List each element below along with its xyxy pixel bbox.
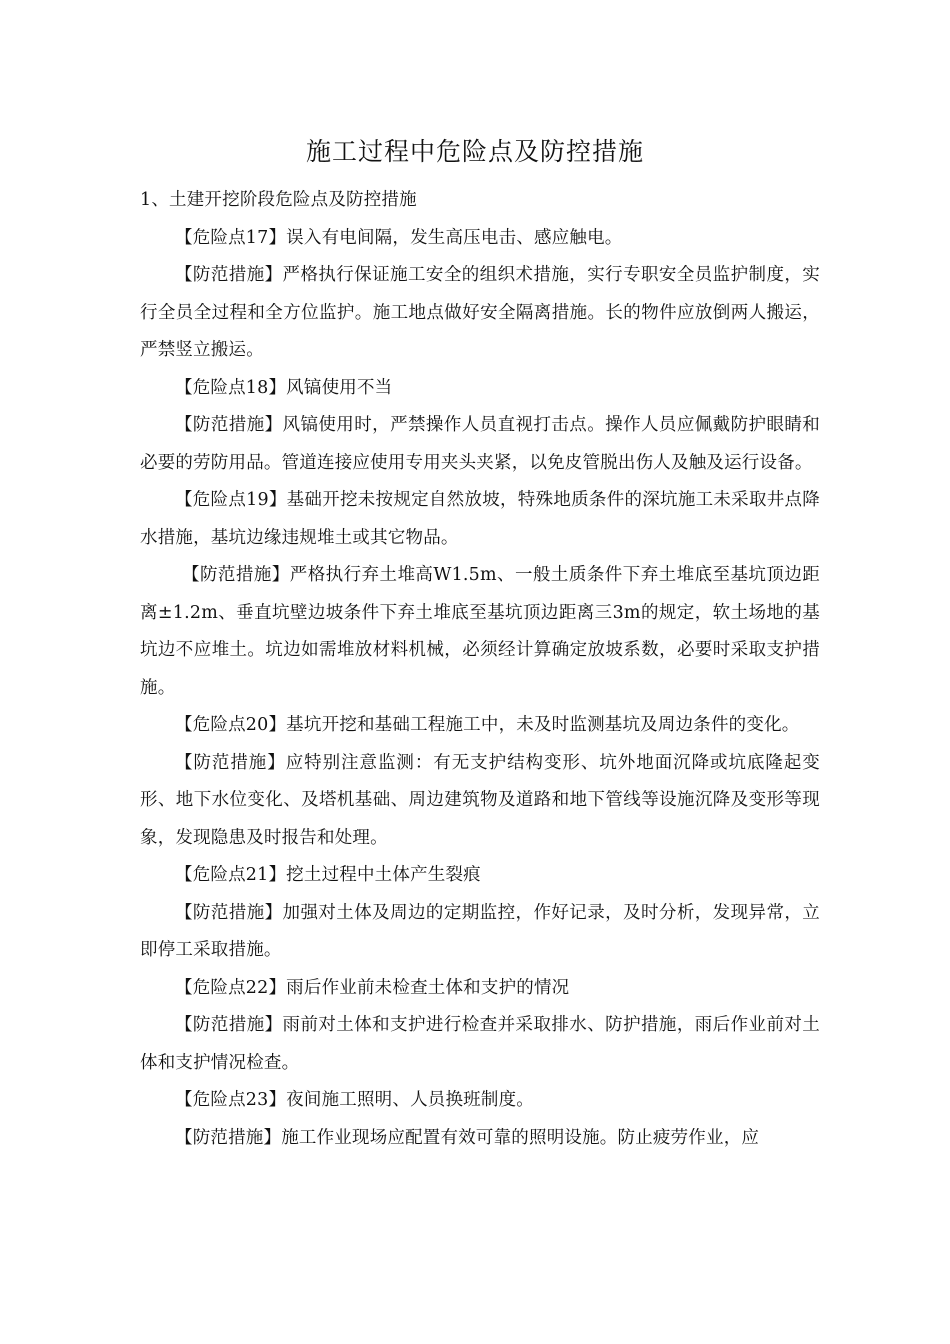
prevention-measure-21: 【防范措施】加强对土体及周边的定期监控，作好记录，及时分析，发现异常，立即停工采取措施。 — [140, 902, 820, 960]
document-body — [140, 182, 820, 1157]
document-title: 施工过程中危险点及防控措施 — [305, 137, 644, 166]
prevention-measure-18: 【防范措施】风镐使用时，严禁操作人员直视打击点。操作人员应佩戴防护眼睛和必要的劳防用品。管道连接应使用专用夹头夹紧，以免皮管脱出伤人及触及运行设备。 — [140, 415, 820, 473]
prevention-measure-23: 【防范措施】施工作业现场应配置有效可靠的照明设施。防止疲劳作业，应 — [175, 1127, 760, 1148]
hazard-point-23: 【危险点23】夜间施工照明、人员换班制度。 — [175, 1090, 534, 1110]
section-heading: 1、土建开挖阶段危险点及防控措施 — [140, 190, 417, 210]
hazard-point-20: 【危险点20】基坑开挖和基础工程施工中，未及时监测基坑及周边条件的变化。 — [175, 715, 800, 735]
hazard-point-18: 【危险点18】风镐使用不当 — [175, 377, 393, 398]
prevention-measure-17: 【防范措施】严格执行保证施工安全的组织术措施，实行专职安全员监护制度，实行全员全过程和全方位监护。施工地点做好安全隔离措施。长的物件应放倒两人搬运，严禁竖立搬运。 — [140, 265, 820, 360]
hazard-point-22: 【危险点22】雨后作业前未检查土体和支护的情况 — [175, 977, 570, 998]
prevention-measure-22: 【防范措施】雨前对土体和支护进行检查并采取排水、防护措施，雨后作业前对土体和支护情况检查。 — [140, 1015, 820, 1073]
hazard-point-17: 【危险点17】误入有电间隔，发生高压电击、感应触电。 — [175, 227, 623, 248]
hazard-point-21: 【危险点21】挖土过程中土体产生裂痕 — [175, 865, 481, 885]
prevention-measure-19: 【防范措施】严格执行弃土堆高W1.5m、一般土质条件下弃土堆底至基坑顶边距离±1.2m、垂直坑壁边坡条件下弃土堆底至基坑顶边距离三3m的规定，软土场地的基坑边不应堆土。坑边如需堆放材料机械，必须经计算确定放坡系数，必要时采取支护措施。 — [140, 565, 820, 698]
prevention-measure-20: 【防范措施】应特别注意监测：有无支护结构变形、坑外地面沉降或坑底隆起变形、地下水位变化、及塔机基础、周边建筑物及道路和地下管线等设施沉降及变形等现象，发现隐患及时报告和处理。 — [140, 752, 820, 848]
hazard-point-19: 【危险点19】基础开挖未按规定自然放坡，特殊地质条件的深坑施工未采取井点降水措施，基坑边缘违规堆土或其它物品。 — [140, 490, 820, 548]
